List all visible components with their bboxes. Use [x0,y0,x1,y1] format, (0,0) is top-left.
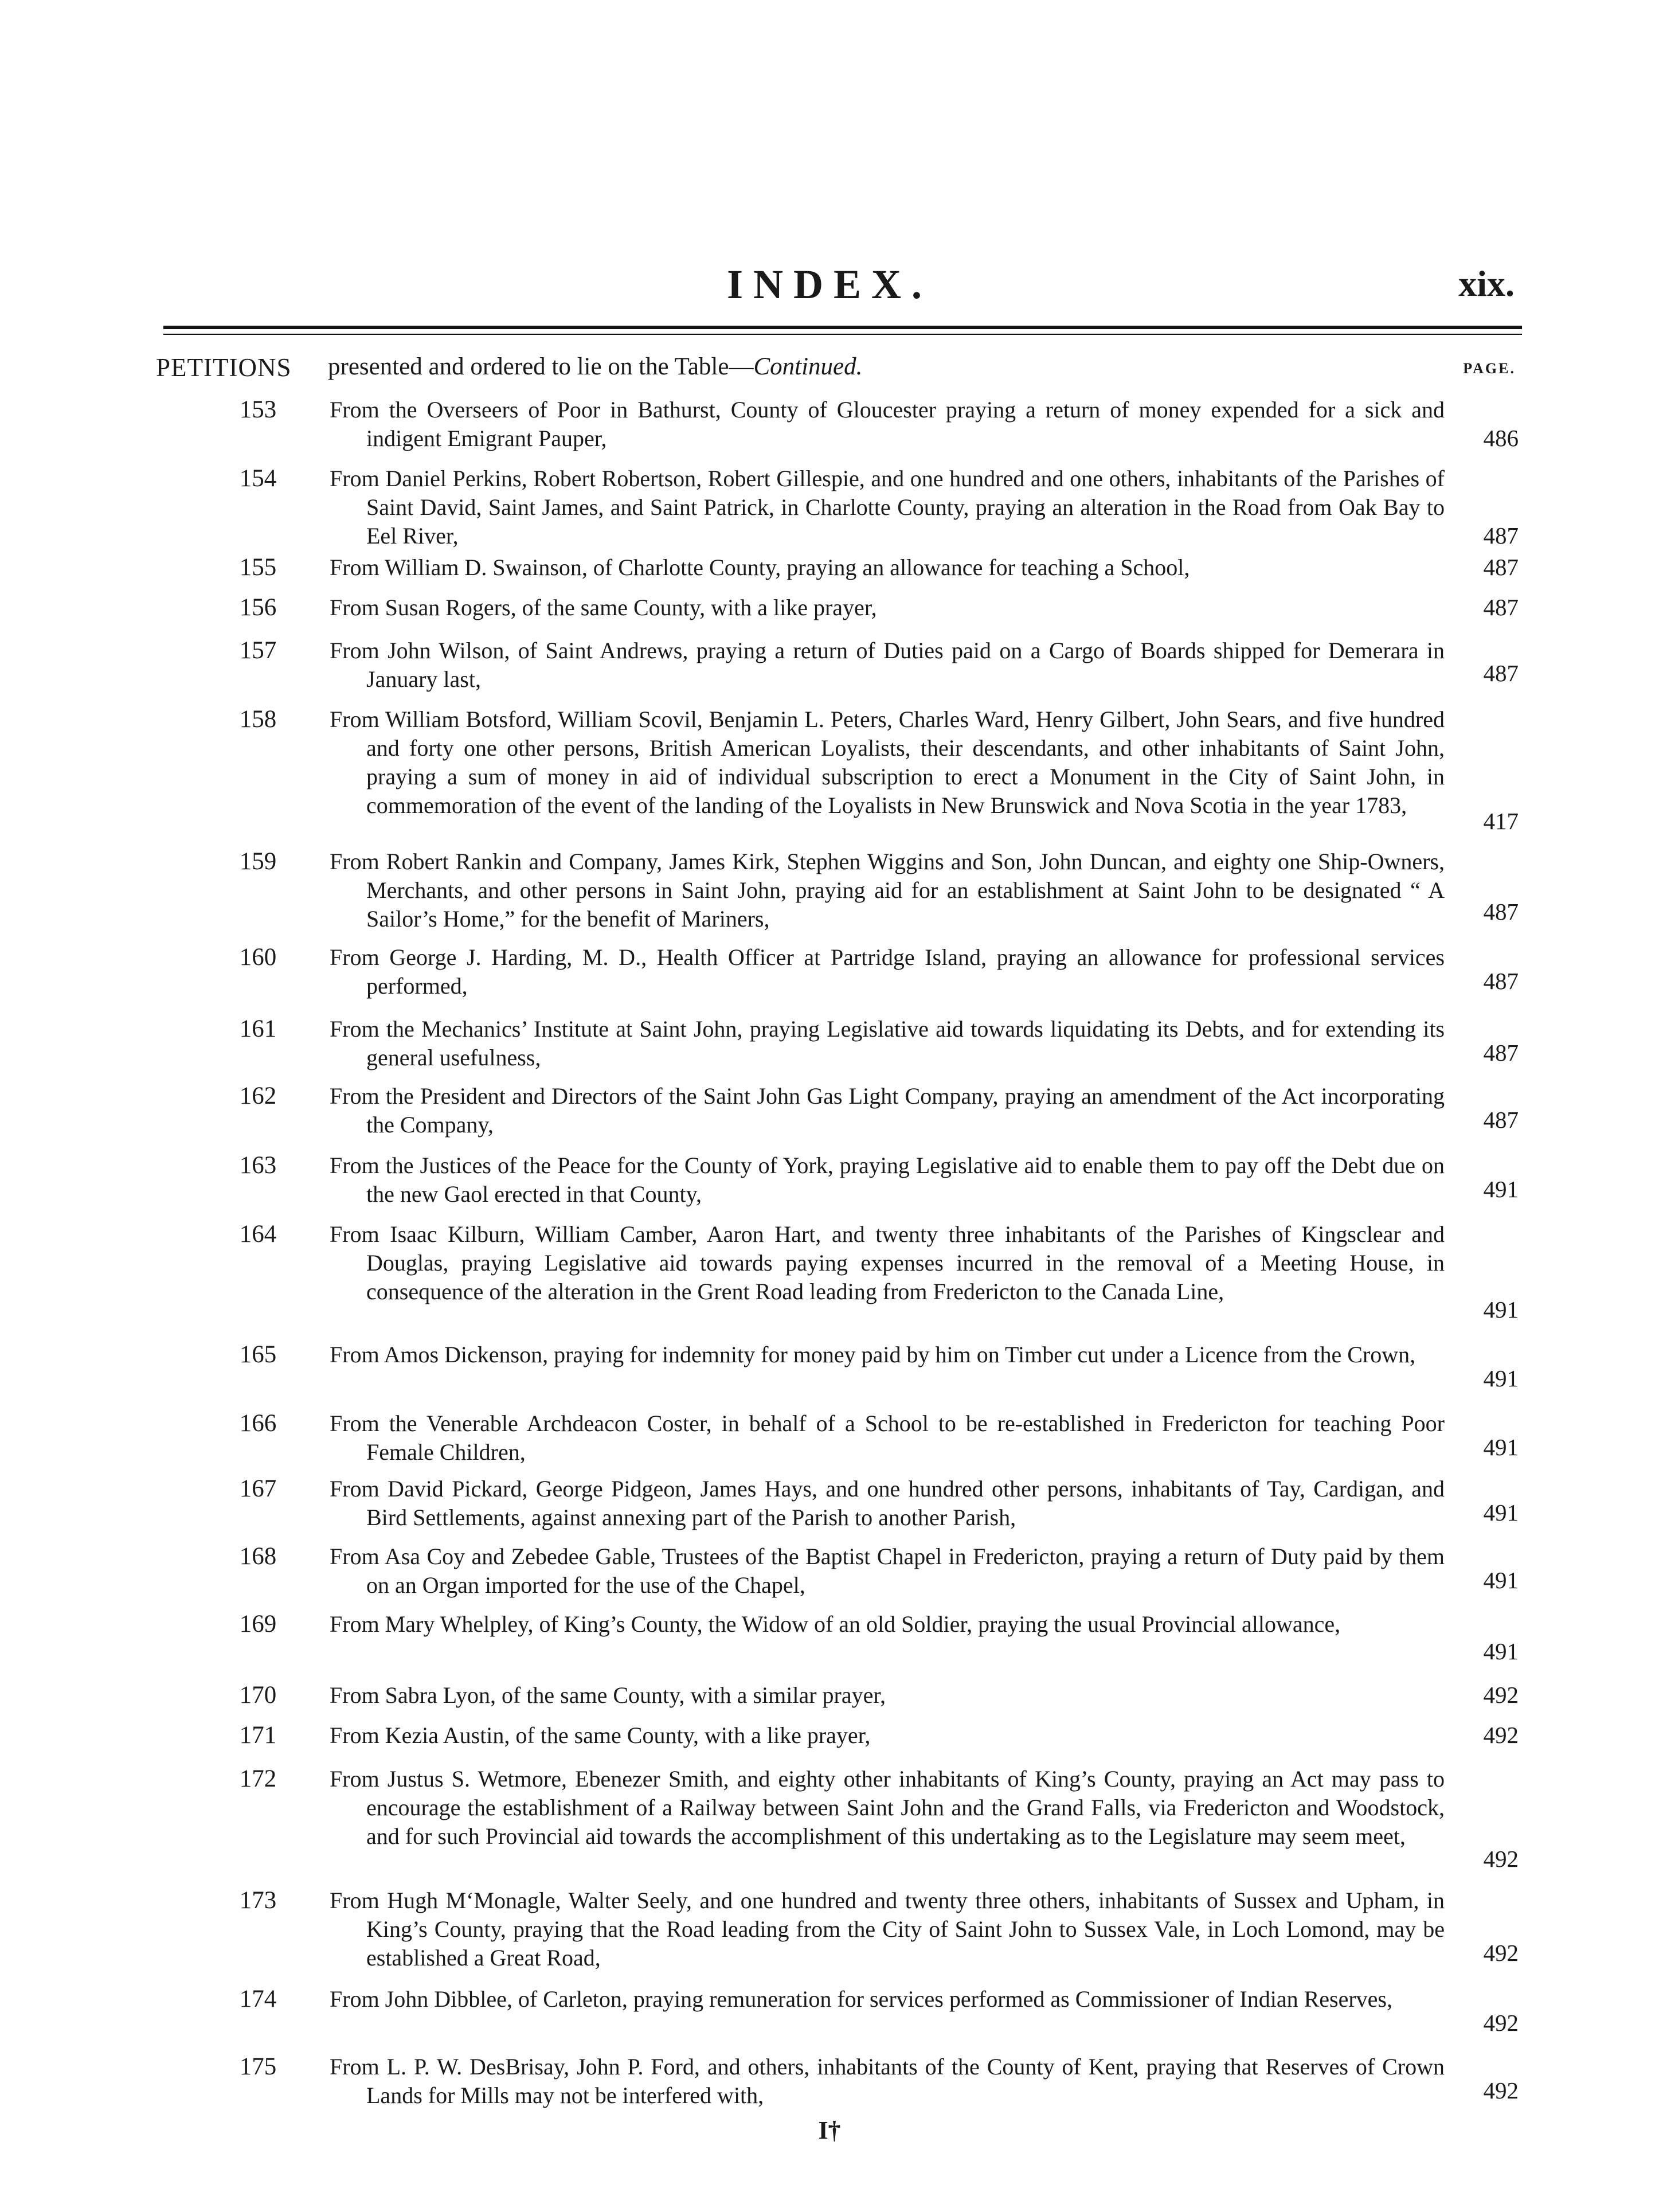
petition-number: 167 [239,1475,277,1502]
petition-text [330,1886,1445,1972]
petition-text [330,1082,1445,1139]
petition-text [330,943,1445,1001]
petition-text [330,553,1445,582]
petition-number: 175 [239,2053,277,2080]
petition-page: 491 [1483,1434,1519,1460]
petition-number: 170 [239,1682,277,1709]
petition-page: 491 [1483,1638,1519,1664]
petition-number: 163 [239,1152,277,1179]
petition-text [330,847,1445,933]
petition-page: 417 [1483,808,1519,834]
petition-text-body: From the Overseers of Poor in Bathurst, County of Gloucester praying a return of money expended for a sick and indigent Emigrant Pauper, [330,397,1445,451]
petition-text-body: From Justus S. Wetmore, Ebenezer Smith, and eighty other inhabitants of King’s County, praying an Act may pass to encourage the establishment of a Railway between Saint John and the Grand Falls, via Fredericton and Woodstock, and for such Provincial aid towards the accomplishment of this undertaking as to the Legislature may seem meet, [330,1766,1445,1849]
petition-page: 491 [1483,1365,1519,1392]
petition-page: 492 [1483,1846,1519,1872]
petition-text [330,1341,1445,1369]
section-label: PETITIONS [156,353,292,382]
petition-text [330,396,1445,453]
petition-text-body: From the Mechanics’ Institute at Saint John, praying Legislative aid towards liquidating its Debts, and for extending its general usefulness, [330,1016,1445,1070]
petition-page: 492 [1483,1940,1519,1966]
petition-text [330,1681,1445,1710]
petition-text-body: From L. P. W. DesBrisay, John P. Ford, and others, inhabitants of the County of Kent, praying that Reserves of Crown Lands for Mills may not be interfered with, [330,2054,1445,2108]
petition-text [330,705,1445,820]
petition-page: 492 [1483,2010,1519,2036]
petition-page: 487 [1483,1039,1519,1066]
petition-text-body: From Susan Rogers, of the same County, with a like prayer, [330,595,877,620]
section-description-text: presented and ordered to lie on the Table— [328,353,754,380]
petition-text [330,1220,1445,1306]
petition-text [330,1015,1445,1072]
petition-number: 173 [239,1887,277,1914]
petition-text-body: From Robert Rankin and Company, James Kirk, Stephen Wiggins and Son, John Duncan, and eighty one Ship-Owners, Merchants, and other persons in Saint John, praying aid for an establishment at Saint John to be designated “ A Sailor’s Home,” for the benefit of Mariners, [330,849,1445,932]
petition-text-body: From David Pickard, George Pidgeon, James Hays, and one hundred other persons, inhabitants of Tay, Cardigan, and Bird Settlements, against annexing part of the Parish to another Parish, [330,1476,1445,1530]
petition-number: 166 [239,1410,277,1437]
petition-text-body: From John Dibblee, of Carleton, praying remuneration for services performed as Commissioner of Indian Reserves, [330,1986,1392,2012]
petition-text [330,1765,1445,1851]
petition-number: 164 [239,1221,277,1248]
petition-number: 155 [239,554,277,581]
petition-text [330,464,1445,550]
petition-page: 487 [1483,1107,1519,1133]
petition-text [330,1151,1445,1209]
petition-number: 174 [239,1986,277,2012]
petition-text [330,1475,1445,1532]
petition-page: 486 [1483,425,1519,451]
petition-text-body: From Amos Dickenson, praying for indemnity for money paid by him on Timber cut under a Licence from the Crown, [330,1342,1416,1367]
petition-page: 487 [1483,968,1519,994]
petition-page: 487 [1483,594,1519,620]
petition-text [330,593,1445,622]
petition-number: 161 [239,1015,277,1042]
petition-number: 157 [239,637,277,664]
petition-page: 487 [1483,554,1519,580]
petition-text-body: From Daniel Perkins, Robert Robertson, Robert Gillespie, and one hundred and one others, inhabitants of the Parishes of Saint David, Saint James, and Saint Patrick, in Charlotte County, praying an alteration in the Road from Oak Bay to Eel River, [330,466,1445,549]
page-column-heading: PAGE. [1463,360,1516,377]
petition-text-body: From Mary Whelpley, of King’s County, the Widow of an old Soldier, praying the usual Provincial allowance, [330,1611,1341,1637]
petition-number: 169 [239,1611,277,1637]
petition-text-body: From the President and Directors of the Saint John Gas Light Company, praying an amendment of the Act incorporating the Company, [330,1083,1445,1138]
petition-number: 158 [239,706,277,733]
petition-text-body: From Isaac Kilburn, William Camber, Aaron Hart, and twenty three inhabitants of the Parishes of Kingsclear and Douglas, praying Legislative aid towards paying expenses incurred in the removal of a Meeting House, in consequence of the alteration in the Grent Road leading from Fredericton to the Canada Line, [330,1221,1445,1304]
section-continued: Continued. [753,353,863,380]
petition-text-body: From Sabra Lyon, of the same County, with a similar prayer, [330,1682,886,1708]
petition-number: 162 [239,1082,277,1109]
petition-text [330,1409,1445,1467]
petition-page: 491 [1483,1499,1519,1526]
petition-text-body: From George J. Harding, M. D., Health Officer at Partridge Island, praying an allowance for professional services performed, [330,944,1445,999]
petition-page: 492 [1483,2077,1519,2104]
petition-text-body: From John Wilson, of Saint Andrews, praying a return of Duties paid on a Cargo of Boards shipped for Demerara in January last, [330,638,1445,692]
petition-text [330,1721,1445,1750]
petition-number: 172 [239,1765,277,1792]
petition-page: 487 [1483,522,1519,549]
page-number: xix. [1458,263,1515,304]
petition-number: 171 [239,1722,277,1749]
petition-number: 160 [239,944,277,971]
petition-text [330,636,1445,694]
signature-mark: I† [818,2116,841,2144]
petition-text-body: From William D. Swainson, of Charlotte County, praying an allowance for teaching a School, [330,554,1190,580]
petition-number: 154 [239,465,277,492]
petition-text-body: From the Justices of the Peace for the County of York, praying Legislative aid to enable them to pay off the Debt due on the new Gaol erected in that County, [330,1152,1445,1207]
page-title: INDEX. [726,261,933,307]
petition-number: 168 [239,1543,277,1570]
petition-text-body: From William Botsford, William Scovil, Benjamin L. Peters, Charles Ward, Henry Gilbert, John Sears, and five hundred and forty one other persons, British American Loyalists, their descendants, and other inhabitants of Saint John, praying a sum of money in aid of individual subscription to erect a Monument in the City of Saint John, in commemoration of the event of the landing of the Loyalists in New Brunswick and Nova Scotia in the year 1783, [330,706,1445,818]
petition-number: 159 [239,848,277,875]
petition-text [330,1610,1445,1639]
petition-page: 492 [1483,1722,1519,1748]
petition-text [330,1985,1445,2014]
petition-text [330,2053,1445,2110]
petition-page: 487 [1483,898,1519,925]
petition-page: 492 [1483,1682,1519,1708]
petition-page: 491 [1483,1567,1519,1593]
petition-text [330,1542,1445,1600]
petition-number: 156 [239,594,277,621]
petition-text-body: From Kezia Austin, of the same County, with a like prayer, [330,1722,871,1748]
petition-text-body: From the Venerable Archdeacon Coster, in behalf of a School to be re-established in Fredericton for teaching Poor Female Children, [330,1410,1445,1465]
petition-text-body: From Hugh M‘Monagle, Walter Seely, and one hundred and twenty three others, inhabitants of Sussex and Upham, in King’s County, praying that the Road leading from the City of Saint John to Sussex Vale, in Loch Lomond, may be established a Great Road, [330,1887,1445,1971]
petition-number: 153 [239,396,277,423]
petition-text-body: From Asa Coy and Zebedee Gable, Trustees of the Baptist Chapel in Fredericton, praying a return of Duty paid by them on an Organ imported for the use of the Chapel, [330,1543,1445,1598]
petition-page: 491 [1483,1176,1519,1202]
petition-page: 491 [1483,1296,1519,1323]
petition-number: 165 [239,1341,277,1368]
petition-page: 487 [1483,660,1519,686]
